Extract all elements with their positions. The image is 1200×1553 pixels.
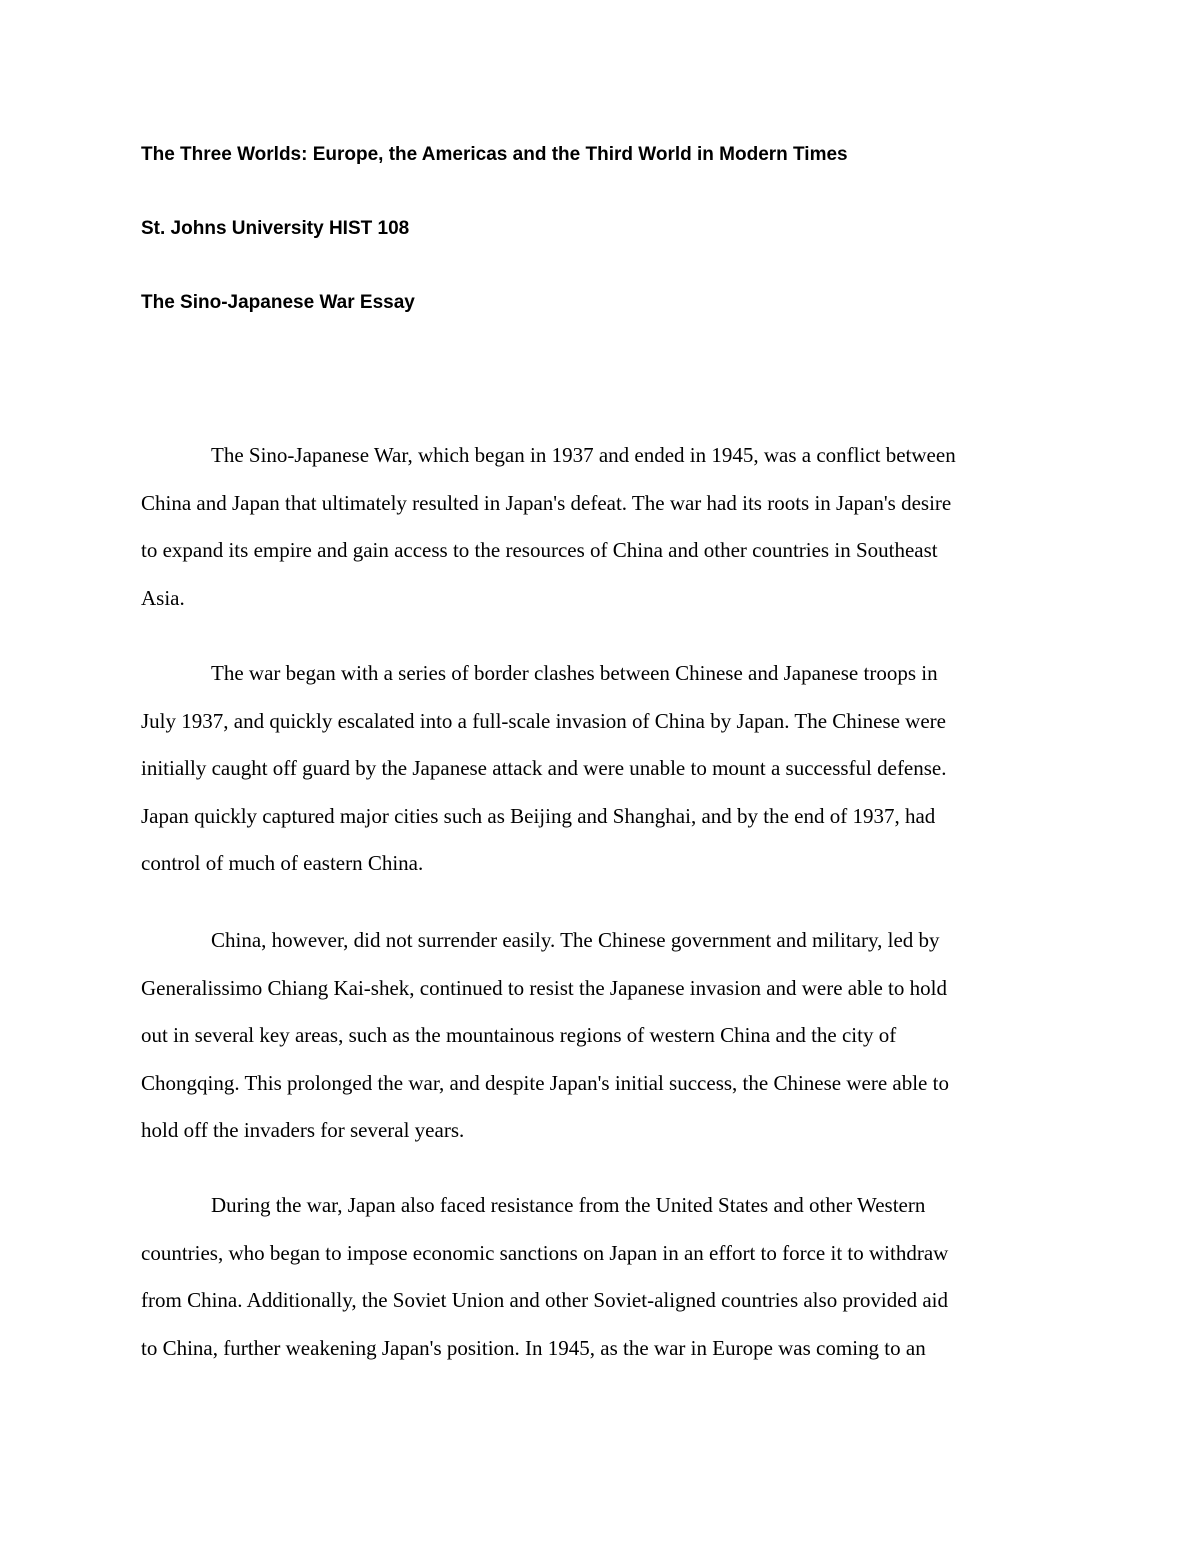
paragraph-1	[141, 443, 1101, 633]
paragraph-line: China and Japan that ultimately resulted in Japan's defeat. The war had its roots in Japan's desire	[141, 490, 952, 515]
paragraph-2	[141, 661, 1101, 899]
paragraph-line: Generalissimo Chiang Kai-shek, continued to resist the Japanese invasion and were able to hold	[141, 975, 947, 1000]
paragraph-line: to expand its empire and gain access to the resources of China and other countries in Southeast	[141, 538, 938, 562]
paragraph-3	[141, 928, 1101, 1166]
paragraph-line: The Sino-Japanese War, which began in 1937 and ended in 1945, was a conflict between	[211, 443, 956, 467]
paragraph-line: countries, who began to impose economic sanctions on Japan in an effort to force it to withdraw	[141, 1240, 949, 1265]
paragraph-line: The war began with a series of border clashes between Chinese and Japanese troops in	[211, 661, 938, 685]
paragraph-4	[141, 1193, 1101, 1383]
paragraph-line: July 1937, and quickly escalated into a full-scale invasion of China by Japan. The Chinese were	[141, 708, 946, 733]
course-code-heading: St. Johns University HIST 108	[141, 218, 410, 239]
paragraph-line: hold off the invaders for several years.	[141, 1118, 465, 1142]
paragraph-line: Japan quickly captured major cities such as Beijing and Shanghai, and by the end of 1937, had	[141, 803, 936, 828]
paragraph-line: initially caught off guard by the Japanese attack and were unable to mount a successful defense.	[141, 756, 947, 780]
paragraph-line: out in several key areas, such as the mountainous regions of western China and the city of	[141, 1023, 897, 1047]
paragraph-line: from China. Additionally, the Soviet Union and other Soviet-aligned countries also provided aid	[141, 1288, 948, 1312]
paragraph-line: Chongqing. This prolonged the war, and despite Japan's initial success, the Chinese were able to	[141, 1070, 949, 1095]
essay-title-heading: The Sino-Japanese War Essay	[141, 292, 415, 313]
paragraph-line: Asia.	[141, 585, 185, 610]
paragraph-line: During the war, Japan also faced resistance from the United States and other Western	[211, 1193, 926, 1217]
paragraph-line: China, however, did not surrender easily. The Chinese government and military, led by	[211, 928, 940, 952]
paragraph-line: control of much of eastern China.	[141, 851, 424, 875]
course-title-heading: The Three Worlds: Europe, the Americas and the Third World in Modern Times	[141, 144, 848, 165]
paragraph-line: to China, further weakening Japan's position. In 1945, as the war in Europe was coming to an	[141, 1335, 926, 1360]
